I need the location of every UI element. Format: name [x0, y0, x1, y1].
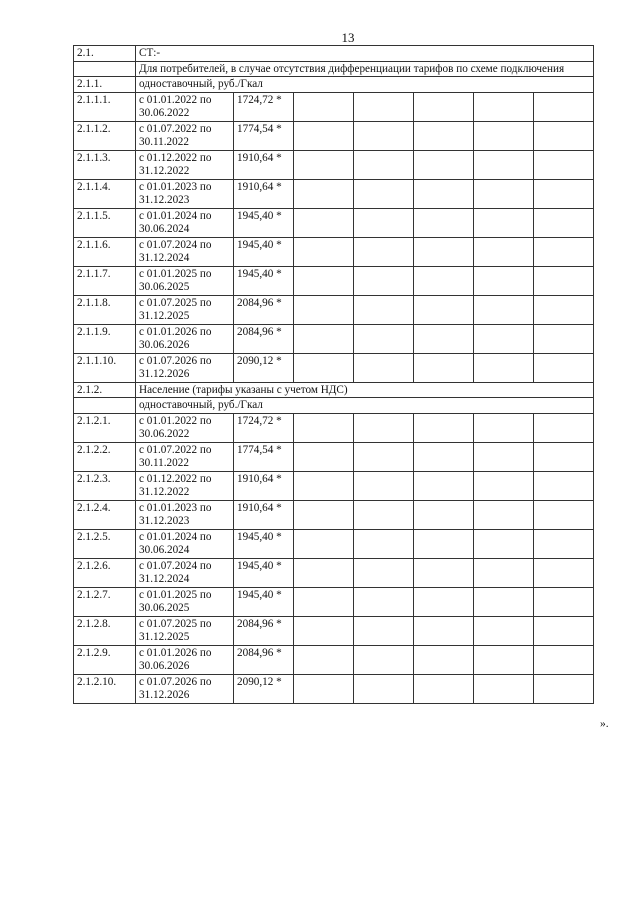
section-row: [74, 46, 594, 62]
empty-cell: [294, 295, 354, 324]
period-to: 30.06.2022: [139, 107, 190, 119]
tariff-value: 2084,96 *: [234, 645, 294, 674]
empty-cell: [294, 353, 354, 382]
row-number: 2.1.1.8.: [74, 295, 136, 324]
period-from: с 01.01.2024 по: [139, 530, 212, 543]
period-cell: [136, 92, 234, 121]
empty-cell: [294, 500, 354, 529]
empty-cell: [474, 150, 534, 179]
empty-cell: [534, 92, 594, 121]
tariff-value: 1945,40 *: [234, 529, 294, 558]
empty-cell: [294, 208, 354, 237]
row-number: 2.1.1.5.: [74, 208, 136, 237]
row-number: 2.1.2.8.: [74, 616, 136, 645]
group-subtitle-row: [74, 398, 594, 414]
period-cell: [136, 413, 234, 442]
empty-cell: [294, 442, 354, 471]
empty-cell: [354, 442, 414, 471]
empty-cell: [354, 616, 414, 645]
period-from: с 01.01.2024 по: [139, 209, 212, 222]
tariff-table: [73, 45, 594, 704]
empty-cell: [354, 266, 414, 295]
empty-cell: [294, 616, 354, 645]
group-subtitle: одноставочный, руб./Гкал: [136, 398, 594, 414]
empty-cell: [294, 179, 354, 208]
empty-cell: [534, 266, 594, 295]
tariff-value: 1945,40 *: [234, 208, 294, 237]
empty-cell: [354, 674, 414, 703]
tariff-table-body: [74, 46, 594, 704]
row-number: 2.1.1.10.: [74, 353, 136, 382]
empty-cell: [414, 529, 474, 558]
empty-cell: [474, 413, 534, 442]
table-row: [74, 413, 594, 442]
empty-cell: [534, 353, 594, 382]
empty-cell: [414, 179, 474, 208]
empty-cell: [534, 500, 594, 529]
row-number: 2.1.1.7.: [74, 266, 136, 295]
empty-cell: [354, 208, 414, 237]
empty-cell: [474, 295, 534, 324]
period-from: с 01.01.2026 по: [139, 646, 212, 659]
empty-cell: [474, 529, 534, 558]
empty-cell: [354, 353, 414, 382]
period-from: с 01.12.2022 по: [139, 151, 212, 164]
period-from: с 01.01.2022 по: [139, 93, 212, 106]
period-from: с 01.01.2025 по: [139, 267, 212, 280]
period-to: 30.06.2024: [139, 223, 190, 235]
period-from: с 01.07.2022 по: [139, 122, 212, 135]
period-cell: [136, 266, 234, 295]
empty-cell: [534, 295, 594, 324]
table-row: [74, 471, 594, 500]
empty-cell: [414, 674, 474, 703]
period-cell: [136, 558, 234, 587]
group-title: Население (тарифы указаны с учетом НДС): [136, 382, 594, 398]
tariff-value: 1724,72 *: [234, 413, 294, 442]
group-number: 2.1.2.: [74, 382, 136, 398]
empty-cell: [294, 645, 354, 674]
empty-cell: [534, 208, 594, 237]
row-number: 2.1.2.9.: [74, 645, 136, 674]
empty-cell: [294, 324, 354, 353]
period-from: с 01.07.2022 по: [139, 443, 212, 456]
table-row: [74, 587, 594, 616]
empty-cell: [534, 674, 594, 703]
empty-cell: [294, 674, 354, 703]
tariff-value: 1910,64 *: [234, 471, 294, 500]
empty-cell: [414, 121, 474, 150]
period-to: 30.06.2024: [139, 544, 190, 556]
group-title: одноставочный, руб./Гкал: [136, 77, 594, 93]
period-from: с 01.07.2026 по: [139, 675, 212, 688]
period-from: с 01.01.2023 по: [139, 180, 212, 193]
table-row: [74, 645, 594, 674]
empty-cell: [474, 471, 534, 500]
empty-cell: [354, 237, 414, 266]
tariff-value: 2084,96 *: [234, 616, 294, 645]
page-number: 13: [341, 30, 355, 45]
section-subtitle-row: [74, 61, 594, 77]
period-cell: [136, 645, 234, 674]
empty-cell: [354, 179, 414, 208]
empty-cell: [354, 92, 414, 121]
empty-cell: [294, 237, 354, 266]
table-row: [74, 353, 594, 382]
empty-cell: [534, 558, 594, 587]
period-cell: [136, 353, 234, 382]
period-from: с 01.07.2026 по: [139, 354, 212, 367]
table-row: [74, 150, 594, 179]
table-row: [74, 616, 594, 645]
empty-cell: [294, 558, 354, 587]
empty-cell: [354, 471, 414, 500]
period-to: 31.12.2022: [139, 486, 190, 498]
table-row: [74, 442, 594, 471]
tariff-value: 2084,96 *: [234, 295, 294, 324]
period-to: 30.06.2022: [139, 428, 190, 440]
empty-cell: [354, 324, 414, 353]
empty-cell: [294, 92, 354, 121]
empty-cell: [354, 500, 414, 529]
empty-cell: [474, 558, 534, 587]
empty-cell: [294, 150, 354, 179]
period-to: 31.12.2025: [139, 310, 190, 322]
empty-cell: [294, 587, 354, 616]
period-cell: [136, 179, 234, 208]
tariff-value: 2090,12 *: [234, 353, 294, 382]
empty-cell: [474, 500, 534, 529]
period-from: с 01.01.2025 по: [139, 588, 212, 601]
tariff-value: 1910,64 *: [234, 179, 294, 208]
empty-cell: [474, 208, 534, 237]
empty-cell: [294, 471, 354, 500]
empty-cell: [474, 674, 534, 703]
empty-cell: [474, 587, 534, 616]
empty-cell: [534, 529, 594, 558]
empty-cell: [534, 587, 594, 616]
period-to: 31.12.2022: [139, 165, 190, 177]
empty-cell: [474, 237, 534, 266]
tariff-value: 1945,40 *: [234, 266, 294, 295]
period-cell: [136, 587, 234, 616]
period-from: с 01.07.2024 по: [139, 559, 212, 572]
empty-cell: [474, 266, 534, 295]
empty-cell: [414, 442, 474, 471]
table-row: [74, 500, 594, 529]
empty-cell: [294, 529, 354, 558]
empty-cell: [354, 558, 414, 587]
tariff-value: 1774,54 *: [234, 121, 294, 150]
empty-cell: [414, 616, 474, 645]
empty-cell: [294, 266, 354, 295]
period-to: 31.12.2025: [139, 631, 190, 643]
period-cell: [136, 324, 234, 353]
empty-cell: [74, 61, 136, 77]
tariff-value: 1724,72 *: [234, 92, 294, 121]
period-from: с 01.07.2024 по: [139, 238, 212, 251]
tariff-value: 1945,40 *: [234, 237, 294, 266]
empty-cell: [474, 121, 534, 150]
period-cell: [136, 295, 234, 324]
empty-cell: [414, 587, 474, 616]
empty-cell: [534, 121, 594, 150]
period-from: с 01.01.2023 по: [139, 501, 212, 514]
empty-cell: [414, 237, 474, 266]
empty-cell: [74, 398, 136, 414]
empty-cell: [534, 645, 594, 674]
period-cell: [136, 121, 234, 150]
group-header-row: [74, 77, 594, 93]
tariff-value: 2090,12 *: [234, 674, 294, 703]
period-cell: [136, 442, 234, 471]
row-number: 2.1.1.2.: [74, 121, 136, 150]
empty-cell: [414, 324, 474, 353]
empty-cell: [414, 645, 474, 674]
empty-cell: [474, 645, 534, 674]
row-number: 2.1.2.4.: [74, 500, 136, 529]
period-cell: [136, 208, 234, 237]
row-number: 2.1.2.1.: [74, 413, 136, 442]
empty-cell: [414, 558, 474, 587]
row-number: 2.1.1.1.: [74, 92, 136, 121]
period-to: 30.11.2022: [139, 457, 189, 469]
table-row: [74, 529, 594, 558]
table-row: [74, 237, 594, 266]
empty-cell: [534, 413, 594, 442]
row-number: 2.1.2.2.: [74, 442, 136, 471]
row-number: 2.1.2.7.: [74, 587, 136, 616]
empty-cell: [474, 179, 534, 208]
empty-cell: [534, 442, 594, 471]
table-row: [74, 324, 594, 353]
empty-cell: [474, 616, 534, 645]
period-cell: [136, 500, 234, 529]
table-row: [74, 179, 594, 208]
empty-cell: [354, 587, 414, 616]
period-from: с 01.01.2022 по: [139, 414, 212, 427]
empty-cell: [414, 413, 474, 442]
period-to: 31.12.2023: [139, 515, 190, 527]
table-row: [74, 92, 594, 121]
empty-cell: [354, 645, 414, 674]
empty-cell: [414, 500, 474, 529]
period-cell: [136, 237, 234, 266]
empty-cell: [474, 353, 534, 382]
table-row: [74, 558, 594, 587]
empty-cell: [474, 324, 534, 353]
period-from: с 01.01.2026 по: [139, 325, 212, 338]
tariff-value: 1774,54 *: [234, 442, 294, 471]
group-header-row: [74, 382, 594, 398]
period-to: 30.11.2022: [139, 136, 189, 148]
period-to: 31.12.2024: [139, 573, 190, 585]
table-row: [74, 674, 594, 703]
period-to: 31.12.2026: [139, 368, 190, 380]
empty-cell: [354, 413, 414, 442]
table-row: [74, 208, 594, 237]
tariff-value: 1945,40 *: [234, 587, 294, 616]
period-to: 30.06.2025: [139, 602, 190, 614]
empty-cell: [474, 442, 534, 471]
period-from: с 01.07.2025 по: [139, 296, 212, 309]
empty-cell: [534, 237, 594, 266]
row-number: 2.1.1.3.: [74, 150, 136, 179]
period-cell: [136, 471, 234, 500]
empty-cell: [354, 150, 414, 179]
empty-cell: [534, 150, 594, 179]
period-cell: [136, 674, 234, 703]
table-row: [74, 295, 594, 324]
empty-cell: [534, 471, 594, 500]
empty-cell: [534, 179, 594, 208]
period-to: 30.06.2026: [139, 339, 190, 351]
section-name: СТ:-: [136, 46, 594, 62]
empty-cell: [414, 353, 474, 382]
section-number: 2.1.: [74, 46, 136, 62]
empty-cell: [294, 121, 354, 150]
period-to: 31.12.2024: [139, 252, 190, 264]
tariff-value: 1910,64 *: [234, 500, 294, 529]
period-to: 30.06.2026: [139, 660, 190, 672]
empty-cell: [414, 92, 474, 121]
row-number: 2.1.1.6.: [74, 237, 136, 266]
empty-cell: [474, 92, 534, 121]
empty-cell: [414, 471, 474, 500]
row-number: 2.1.1.9.: [74, 324, 136, 353]
row-number: 2.1.2.6.: [74, 558, 136, 587]
empty-cell: [414, 295, 474, 324]
period-to: 31.12.2026: [139, 689, 190, 701]
empty-cell: [354, 295, 414, 324]
tariff-value: 1910,64 *: [234, 150, 294, 179]
period-from: с 01.07.2025 по: [139, 617, 212, 630]
empty-cell: [534, 616, 594, 645]
table-row: [74, 121, 594, 150]
tariff-value: 2084,96 *: [234, 324, 294, 353]
row-number: 2.1.2.3.: [74, 471, 136, 500]
period-cell: [136, 529, 234, 558]
group-number: 2.1.1.: [74, 77, 136, 93]
table-row: [74, 266, 594, 295]
period-cell: [136, 150, 234, 179]
empty-cell: [414, 208, 474, 237]
row-number: 2.1.2.10.: [74, 674, 136, 703]
section-subtitle: Для потребителей, в случае отсутствия дифференциации тарифов по схеме подключения: [136, 61, 594, 77]
period-cell: [136, 616, 234, 645]
empty-cell: [294, 413, 354, 442]
period-to: 31.12.2023: [139, 194, 190, 206]
period-to: 30.06.2025: [139, 281, 190, 293]
tariff-value: 1945,40 *: [234, 558, 294, 587]
empty-cell: [534, 324, 594, 353]
empty-cell: [354, 121, 414, 150]
empty-cell: [414, 266, 474, 295]
row-number: 2.1.1.4.: [74, 179, 136, 208]
empty-cell: [414, 150, 474, 179]
empty-cell: [354, 529, 414, 558]
period-from: с 01.12.2022 по: [139, 472, 212, 485]
closing-quote-mark: ».: [600, 718, 609, 730]
row-number: 2.1.2.5.: [74, 529, 136, 558]
